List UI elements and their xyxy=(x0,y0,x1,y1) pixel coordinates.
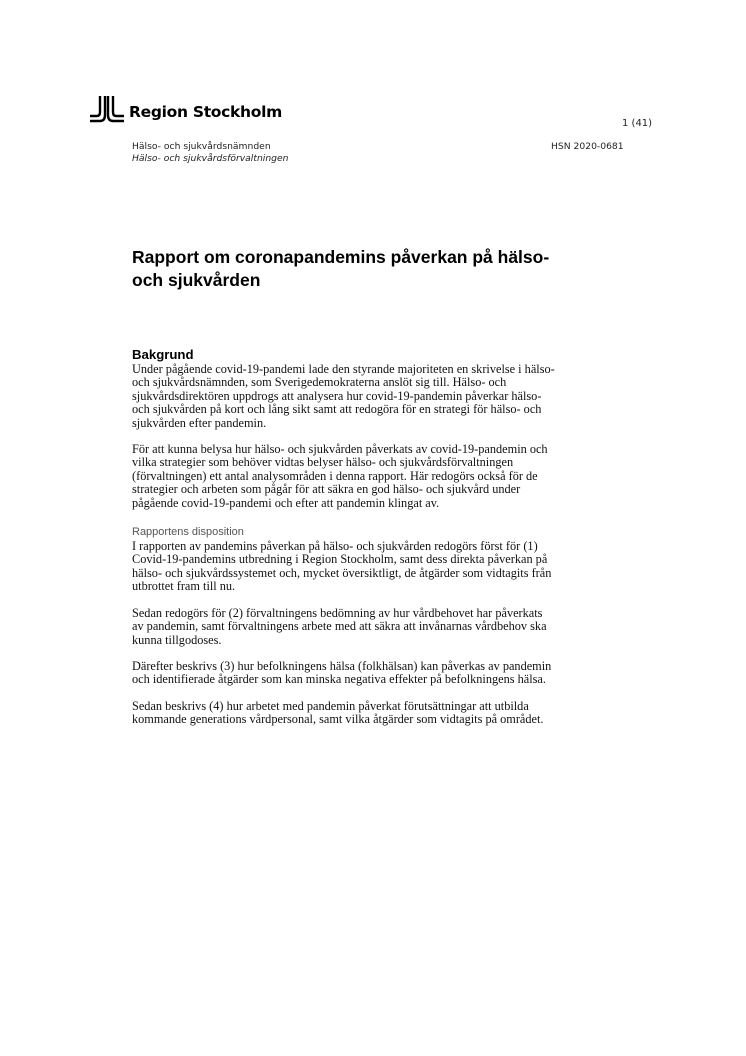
disposition-paragraph: Sedan beskrivs (4) hur arbetet med pandemin påverkat förutsättningar att utbilda kommande generations vårdpersonal, samt vilka åtgärder som vidtagits på området. xyxy=(132,698,544,727)
document-body xyxy=(132,346,557,727)
section-heading-background: Bakgrund xyxy=(132,347,194,362)
background-paragraph: Under pågående covid-19-pandemi lade den styrande majoriteten en skrivelse i hälso- och sjukvårdsnämnden, som Sverigedemokraterna anslöt sig till. Hälso- och sjukvårdsdirektören uppdrogs att analysera hur covid-19-pandemin påverkar hälso- och sjukvården på kort och lång sikt samt att redogöra för en strategi för hälso- och sjukvården efter pandemin. xyxy=(132,362,555,430)
disposition-paragraph: Därefter beskrivs (3) hur befolkningens hälsa (folkhälsan) kan påverkas av pandemin och identifierade åtgärder som kan minska negativa effekter på befolkningens hälsa. xyxy=(132,658,552,687)
disposition-paragraph: I rapporten av pandemins påverkan på hälso- och sjukvården redogörs först för (1) Covid-19-pandemins utbredning i Region Stockholm, samt dess direkta påverkan på hälso- och sjukvårdssystemet och, mycket översiktligt, de åtgärder som vidtagits från utbrottet fram till nu. xyxy=(132,539,552,594)
region-stockholm-emblem-icon xyxy=(88,94,126,124)
logo-text: Region Stockholm xyxy=(129,103,283,121)
document-title: Rapport om coronapandemins påverkan på hälso- och sjukvården xyxy=(132,247,550,290)
committee-name: Hälso- och sjukvårdsnämnden xyxy=(132,141,271,152)
administration-name: Hälso- och sjukvårdsförvaltningen xyxy=(132,153,289,164)
disposition-paragraph: Sedan redogörs för (2) förvaltningens bedömning av hur vårdbehovet har påverkats av pandemin, samt förvaltningens arbete med att säkra att invånarnas vårdbehov ska kunna tillgodoses. xyxy=(132,605,547,647)
page-number: 1 (41) xyxy=(622,118,653,129)
organization-block xyxy=(132,141,288,165)
background-paragraph: För att kunna belysa hur hälso- och sjukvården påverkats av covid-19-pandemin och vilka strategier som behöver vidtas belyser hälso- och sjukvårdsförvaltningen (förvaltningen) ett antal analysområden i denna rapport. Här redogörs också för de strategier och arbeten som pågår för att säkra en god hälso- och sjukvård under pågående covid-19-pandemi och efter att pandemin klingat av. xyxy=(132,442,548,510)
region-stockholm-logo xyxy=(88,93,282,125)
reference-number: HSN 2020-0681 xyxy=(551,141,624,152)
subheading-disposition: Rapportens disposition xyxy=(132,526,244,539)
